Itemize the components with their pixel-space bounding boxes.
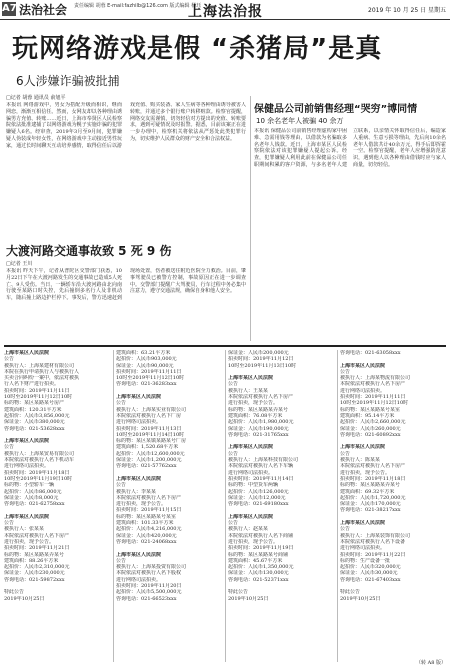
notice-line: 本院依法对被执行人名下商铺 — [228, 532, 294, 539]
notice-line: 2019年10月25日 — [340, 595, 381, 602]
notice-line: 起拍价：人民币12,600,000元 — [116, 450, 185, 457]
notice-line: 建筑面积：88.26平方米 — [4, 557, 59, 564]
notice-line: 2019年10月25日 — [4, 595, 45, 602]
main-story-body: 本报讯 网络游戏中，男女为搭配升级而相识，继而网恋，渐渐互相信任。然而，女网友却以各种理由诱骗男方充值、转账……近日，上海市奉贤区人民检察院依法批准逮捕了以网络游戏为幌子实施诈骗的犯罪嫌疑人6名。经审查，2019年3月至9月间，犯罪嫌疑人伪装成年轻女性，在网络游戏中主动接近男性玩家，通过长时间聊天互动培养感情，取得信任后以游戏充值、购买装备、家人生病等各种理由诱导被害人转账，并通过多个银行账户转移赃款。检察官提醒，网络交友需谨慎，切勿轻信对方提出的充值、转账要求，遇到可疑情况及时报警。据悉，目前该案正在进一步办理中，检察机关将依法从严惩处此类犯罪行为，切实维护人民群众的财产安全和合法权益。 — [6, 102, 246, 149]
notice-line: 拍卖时间：2019年11月15日 — [116, 507, 182, 514]
notice-line: 被执行人：上海某实业有限公司 — [116, 406, 187, 413]
notice-line: 拍卖时间：2019年11月13日 — [116, 425, 182, 432]
notice-line: 拍卖时间：2019年11月11日 — [4, 387, 70, 394]
notice-line: 建筑面积：120.31平方米 — [4, 406, 62, 413]
insurance-headline: 保健品公司前销售经理“哭穷”博同情 — [254, 104, 418, 115]
notice-line: 公告 — [340, 450, 351, 457]
notice-line: 咨询电话：021-59872xxx — [4, 576, 65, 583]
notice-line: 本院依法对被执行人名下房产 — [340, 381, 406, 388]
notice-line: 被执行人：上海某贸易有限公司 — [4, 450, 75, 457]
notice-line: 上海市某区人民法院 — [340, 444, 386, 451]
notice-line: 进行拍卖，现予公告。 — [228, 400, 279, 407]
notice-line: 标的物：某区某路某弄某号 — [340, 482, 401, 489]
section-title: 法治社会 — [19, 3, 68, 17]
notice-line: 2019年10月25日 — [228, 595, 269, 602]
notice-line: 上海市某区人民法院 — [340, 520, 386, 527]
notice-line: 上海市某区人民法院 — [228, 444, 274, 451]
insurance-story-body: 本报讯 保健品公司前销售经理虚构家中困难、急需用钱等理由，以借款为名骗取多名老年人钱款。近日，上海市某区人民检察院依法对该犯罪嫌疑人提起公诉。经查，犯罪嫌疑人利用此前在保健品公司任职期间积累的客户资源，与多名老年人建立联系，以亲情关怀取得信任后，编造家人重病、生意亏损等理由，先后向10余名老年人借款共计40余万元，得手后即挥霍一空。检察官提醒，老年人应增强防范意识，遇到他人以各种理由借钱时应与家人商量，切勿轻信。 — [254, 128, 446, 168]
notice-line: 上海市某区人民法院 — [4, 513, 50, 520]
notice-line: 标的物：某区某路某弄某号 — [4, 551, 65, 558]
notice-line: 咨询电话：021-69180xxx — [228, 501, 289, 508]
notice-line: 本院依法对被执行人名下房产 — [116, 494, 182, 501]
notice-line: 行人名下财产进行拍卖。 — [4, 381, 60, 388]
notice-line: 本院依法对被执行人名下房产 — [4, 532, 70, 539]
notice-line: 拍卖时间：2019年11月18日 — [340, 475, 406, 482]
notice-line: 拍卖时间：2019年11月14日 — [228, 475, 294, 482]
notice-line: 起拍价：人民币2,310,000元 — [4, 564, 70, 571]
notice-line: 保证金：人民币90,000元 — [116, 362, 174, 369]
notice-line: 被执行人：张某某 — [4, 526, 45, 533]
notice-line: 拍卖时间：2019年11月21日 — [4, 545, 70, 552]
notice-line: 上海市某区人民法院 — [340, 362, 386, 369]
notice-line: 保证金：人民币230,000元 — [4, 570, 65, 577]
notice-line: 公告 — [228, 381, 239, 388]
notice-line: 标的物：某区某路某号某室 — [340, 406, 401, 413]
notice-line: 建筑面积：1,520.68平方米 — [116, 444, 179, 451]
notice-line: 起拍价：人民币86,000元 — [4, 488, 62, 495]
notice-line: 咨询电话：021-67403xxx — [340, 576, 401, 583]
newspaper-logo: 上海法治报 — [188, 4, 263, 20]
notice-line: 10时至2019年11月12日10时 — [340, 400, 409, 407]
notice-column-4 — [340, 350, 446, 662]
notice-line: 保证金：人民币260,000元 — [340, 425, 401, 432]
main-headline: 玩网络游戏是假 “杀猪局”是真 — [12, 34, 383, 64]
section-divider — [4, 345, 446, 347]
notice-line: 公告 — [228, 450, 239, 457]
notice-line: 公告 — [228, 520, 239, 527]
notice-divider — [113, 350, 114, 662]
notice-divider — [225, 350, 226, 662]
notice-line: 进行网络司法拍卖。 — [340, 545, 386, 552]
notice-line: 本院依法对被执行人名下车辆 — [228, 463, 294, 470]
masthead — [0, 0, 450, 20]
notice-line: 公告 — [340, 526, 351, 533]
notice-line: 拍卖时间：2019年11月18日 — [4, 469, 70, 476]
notice-line: 特此公告 — [4, 589, 25, 596]
notice-line: 起拍价：人民币1,720,000元 — [340, 494, 406, 501]
main-subhead: 6人涉嫌诈骗被批捕 — [16, 74, 120, 88]
notice-line: 保证金：人民币8,000元 — [4, 494, 59, 501]
notice-line: 标的物：生产设备一批 — [340, 557, 391, 564]
notice-line: 公告 — [4, 520, 15, 527]
traffic-byline: □记者 王川 — [6, 261, 33, 267]
notice-line: 进行拍卖，现予公告。 — [228, 538, 279, 545]
notice-line: 咨询电话：021-52371xxx — [228, 576, 289, 583]
notice-line: 公告 — [116, 482, 127, 489]
notice-line: 保证金：人民币30,000元 — [340, 570, 398, 577]
notice-line: 咨询电话：021-36283xxx — [116, 381, 177, 388]
notice-line: 公告 — [4, 356, 15, 363]
page-continuation: （转 A8 版） — [416, 660, 446, 666]
notice-line: 被执行人：王某某 — [228, 387, 269, 394]
notice-line: 起拍价：人民币3,856,000元 — [4, 412, 70, 419]
notice-line: 本院依法对被执行人名下房产 — [228, 394, 294, 401]
notice-line: 保证金：人民币1,200,000元 — [116, 457, 182, 464]
notice-line: 标的物：某区某镇某路某号厂房 — [116, 438, 187, 445]
notice-line: 上海市某区人民法院 — [116, 551, 162, 558]
notice-line: 进行网络司法拍卖。 — [116, 419, 162, 426]
notice-line: 本院依法对被执行人名下设备 — [340, 538, 406, 545]
notice-divider — [337, 350, 338, 662]
notice-line: 本院在执行申请执行人与被执行人 — [4, 368, 80, 375]
notice-line: 拍卖时间：2019年11月11日 — [116, 368, 182, 375]
notice-line: 保证金：人民币420,000元 — [116, 532, 177, 539]
notice-line: 上海市某区人民法院 — [116, 394, 162, 401]
notice-line: 被执行人：上海某物流有限公司 — [340, 375, 411, 382]
notice-line: 拍卖时间：2019年11月20日 — [116, 582, 182, 589]
notice-line: 买卖合同纠纷一案中，依法对被执 — [4, 375, 80, 382]
notice-line: 咨询电话：021-60892xxx — [340, 431, 401, 438]
traffic-headline: 大渡河路交通事故致 5 死 9 伤 — [6, 244, 172, 258]
notice-line: 公告 — [116, 400, 127, 407]
notice-line: 上海市某区人民法院 — [228, 513, 274, 520]
notice-line: 咨询电话：021-24068xxx — [116, 538, 177, 545]
notice-line: 上海市某区人民法院 — [116, 475, 162, 482]
notice-line: 保证金：人民币170,000元 — [340, 501, 401, 508]
notice-line: 起拍价：人民币4,216,000元 — [116, 526, 182, 533]
notice-line: 特此公告 — [228, 589, 249, 596]
notice-line: 拍卖时间：2019年11月22日 — [340, 551, 406, 558]
notice-line: 本院依法对被执行人名下股权 — [116, 570, 182, 577]
notice-line: 被执行人：李某某 — [116, 488, 157, 495]
notice-line: 被执行人：上海某科技有限公司 — [228, 457, 299, 464]
notice-column-3 — [228, 350, 336, 662]
notice-line: 咨询电话：021-63058xxx — [340, 350, 401, 356]
notice-line: 标的物：中型货车两辆 — [228, 482, 279, 489]
notice-line: 上海市某区人民法院 — [228, 375, 274, 382]
notice-line: 进行拍卖，现予公告。 — [4, 538, 55, 545]
notice-line: 被执行人：陈某某 — [340, 457, 381, 464]
notice-line: 本院依法对被执行人名下厂房 — [116, 412, 182, 419]
notice-line: 被执行人：赵某某 — [228, 526, 269, 533]
notice-line: 标的物：某区某路某号房产 — [4, 400, 65, 407]
notice-line: 被执行人：上海某投资有限公司 — [116, 564, 187, 571]
notice-line: 咨询电话：021-53628xxx — [4, 425, 65, 432]
notice-line: 上海市某区人民法院 — [4, 350, 50, 356]
notice-line: 标的物：某区某路某号商铺 — [228, 551, 289, 558]
notice-line: 进行网络司法拍卖。 — [228, 469, 274, 476]
notice-line: 建筑面积：63.21平方米 — [116, 350, 171, 356]
notice-line: 拍卖时间：2019年11月11日 — [340, 394, 406, 401]
notice-line: 标的物：某区某路某号某室 — [116, 513, 177, 520]
issue-date: 2019 年 10 月 25 日 星期五 — [368, 7, 446, 14]
notice-line: 保证金：人民币190,000元 — [228, 425, 289, 432]
notice-line: 进行网络司法拍卖。 — [340, 387, 386, 394]
notice-column-2 — [116, 350, 224, 662]
notice-line: 起拍价：人民币126,000元 — [228, 488, 289, 495]
notice-line: 进行网络司法拍卖。 — [4, 463, 50, 470]
notice-line: 特此公告 — [340, 589, 361, 596]
notice-line: 建筑面积：101.33平方米 — [116, 520, 174, 527]
notice-line: 10时至2019年11月13日10时 — [228, 362, 297, 369]
notice-line: 10时至2019年11月12日10时 — [116, 375, 185, 382]
notice-line: 公告 — [4, 444, 15, 451]
notice-line: 起拍价：人民币2,660,000元 — [340, 419, 406, 426]
notice-line: 10时至2019年11月14日10时 — [116, 431, 185, 438]
notice-line: 进行拍卖，现予公告。 — [116, 501, 167, 508]
notice-line: 被执行人：上海某建材有限公司 — [4, 362, 75, 369]
insurance-subhead: 10 余名老年人被骗 40 余万 — [256, 117, 344, 125]
notice-line: 建筑面积：45.67平方米 — [228, 557, 283, 564]
notice-line: 咨询电话：021-62758xxx — [4, 501, 65, 508]
notice-line: 本院依法对被执行人名下机动车 — [4, 457, 75, 464]
notice-line: 被执行人：上海某装饰有限公司 — [340, 532, 411, 539]
notice-line: 拍卖时间：2019年11月12日 — [228, 356, 294, 363]
notice-line: 公告 — [116, 557, 127, 564]
notice-line: 标的物：某区某路某弄某号 — [228, 406, 289, 413]
column-divider — [250, 96, 251, 341]
notice-line: 建筑面积：95.14平方米 — [340, 412, 395, 419]
traffic-story-body: 本报讯 昨天下午，记者从普陀区交警部门获悉，10月22日下午在大渡河路发生的交通事故已造成5人死亡、9人受伤。当日，一辆轿车沿大渡河路由北向南行驶至某路口时失控，先后撞倒多名行人及非机动车，随后撞上路边护栏停下。事发后，警方迅速赶到现场处置，伤者被送往附近医院全力救治。目前，肇事驾驶员已被警方控制，事故原因正在进一步调查中。交警部门提醒广大驾驶员，行车过程中务必集中注意力，遵守交通法规，确保自身和他人安全。 — [6, 268, 246, 302]
notice-line: 标的物：小型轿车一辆 — [4, 482, 55, 489]
main-byline: □记者 胡蓉 通讯员 俞旭平 — [6, 95, 66, 101]
notice-line: 咨询电话：021-57762xxx — [116, 463, 177, 470]
notice-line: 起拍价：人民币1,980,000元 — [228, 419, 294, 426]
notice-line: 保证金：人民币380,000元 — [4, 419, 65, 426]
notice-line: 咨询电话：021-66523xxx — [116, 595, 177, 602]
notice-line: 拍卖时间：2019年11月19日 — [228, 545, 294, 552]
notice-line: 咨询电话：021-31765xxx — [228, 431, 289, 438]
notice-line: 10时至2019年11月19日10时 — [4, 475, 73, 482]
notice-line: 本院依法对被执行人名下房产 — [340, 463, 406, 470]
notice-column-1 — [4, 350, 112, 662]
notice-line: 起拍价：人民币1,350,000元 — [228, 564, 294, 571]
notice-line: 上海市某区人民法院 — [4, 438, 50, 445]
notice-line: 咨询电话：021-38217xxx — [340, 507, 401, 514]
notice-line: 起拍价：人民币5,500,000元 — [116, 589, 182, 596]
notice-line: 起拍价：人民币903,000元 — [116, 356, 177, 363]
notice-line: 建筑面积：76.08平方米 — [228, 412, 283, 419]
notice-line: 建筑面积：69.32平方米 — [340, 488, 395, 495]
notice-line: 进行拍卖，现予公告。 — [340, 469, 391, 476]
notice-line: 起拍价：人民币320,000元 — [340, 564, 401, 571]
notice-line: 保证金：人民币130,000元 — [228, 570, 289, 577]
notice-line: 公告 — [340, 368, 351, 375]
editor-credits: 责任编辑 胡蓉 E-mail:fazhilb@126.com 版式编辑 杨珏 — [74, 3, 202, 9]
notice-line: 10时至2019年11月12日10时 — [4, 394, 73, 401]
notice-line: 保证金：人民币200,000元 — [228, 350, 289, 356]
notice-line: 进行网络司法拍卖。 — [116, 576, 162, 583]
page-badge: A7 — [2, 3, 17, 14]
notice-line: 保证金：人民币12,000元 — [228, 494, 286, 501]
